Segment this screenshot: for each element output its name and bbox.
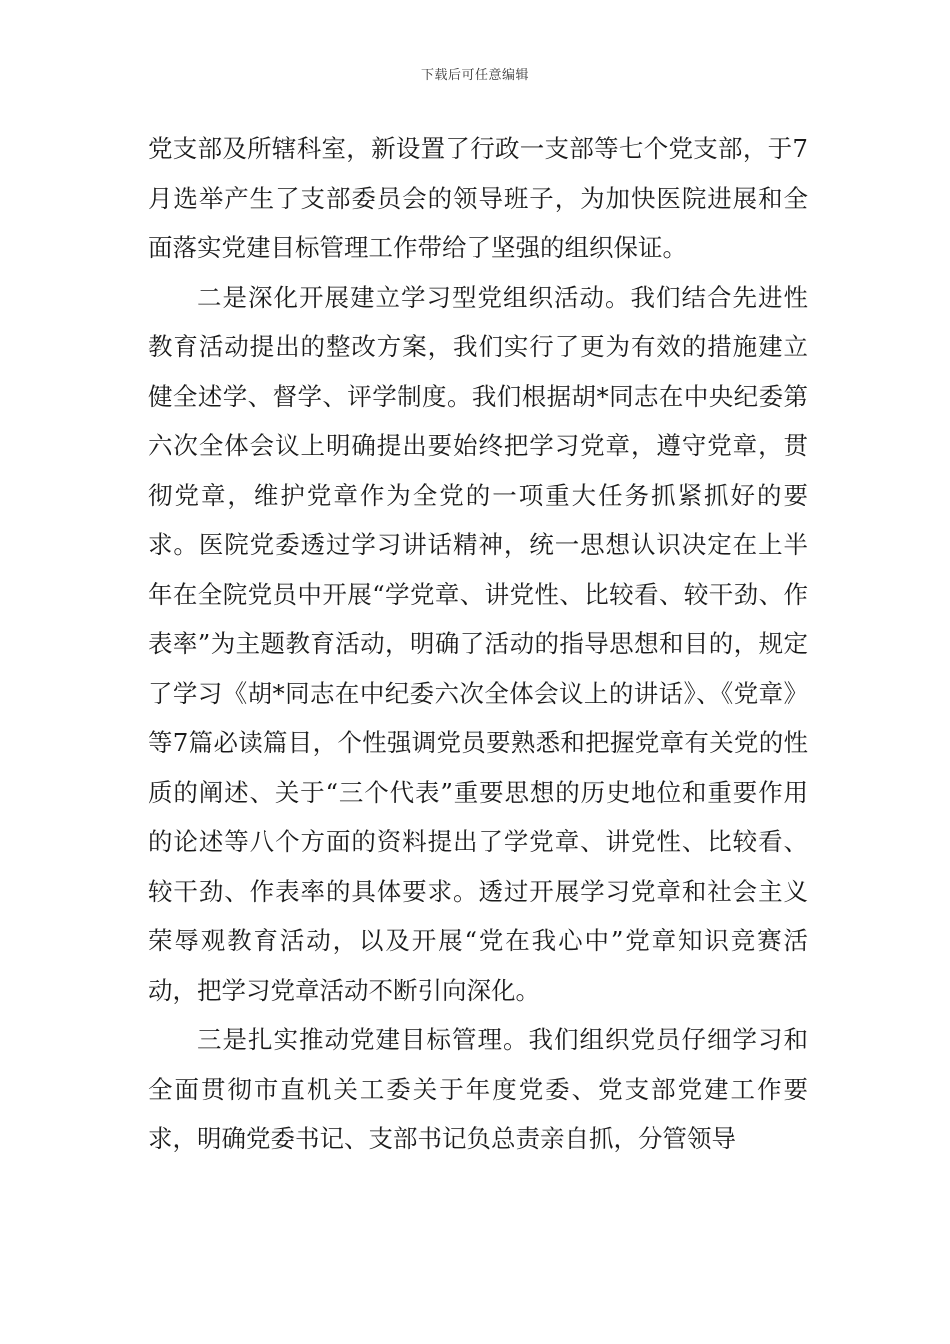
- document-body: [148, 124, 808, 1164]
- paragraph-3: 三是扎实推动党建目标管理。我们组织党员仔细学习和全面贯彻市直机关工委关于年度党委、党支部党建工作要求，明确党委书记、支部书记负总责亲自抓，分管领导: [148, 1025, 808, 1153]
- paragraph-2: 二是深化开展建立学习型党组织活动。我们结合先进性教育活动提出的整改方案，我们实行了更为有效的措施建立健全述学、督学、评学制度。我们根据胡*同志在中央纪委第六次全体会议上明确提出要始终把学习党章，遵守党章，贯彻党章，维护党章作为全党的一项重大任务抓紧抓好的要求。医院党委透过学习讲话精神，统一思想认识决定在上半年在全院党员中开展“学党章、讲党性、比较看、较干劲、作表率”为主题教育活动，明确了活动的指导思想和目的，规定了学习《胡*同志在中纪委六次全体会议上的讲话》、《党章》等7篇必读篇目，个性强调党员要熟悉和把握党章有关党的性质的阐述、关于“三个代表”重要思想的历史地位和重要作用的论述等八个方面的资料提出了学党章、讲党性、比较看、较干劲、作表率的具体要求。透过开展学习党章和社会主义荣辱观教育活动，以及开展“党在我心中”党章知识竞赛活动，把学习党章活动不断引向深化。: [148, 282, 808, 1005]
- page-header: 下载后可任意编辑: [420, 68, 529, 83]
- paragraph-1: 党支部及所辖科室，新设置了行政一支部等七个党支部，于7月选举产生了支部委员会的领导班子，为加快医院进展和全面落实党建目标管理工作带给了坚强的组织保证。: [148, 134, 808, 262]
